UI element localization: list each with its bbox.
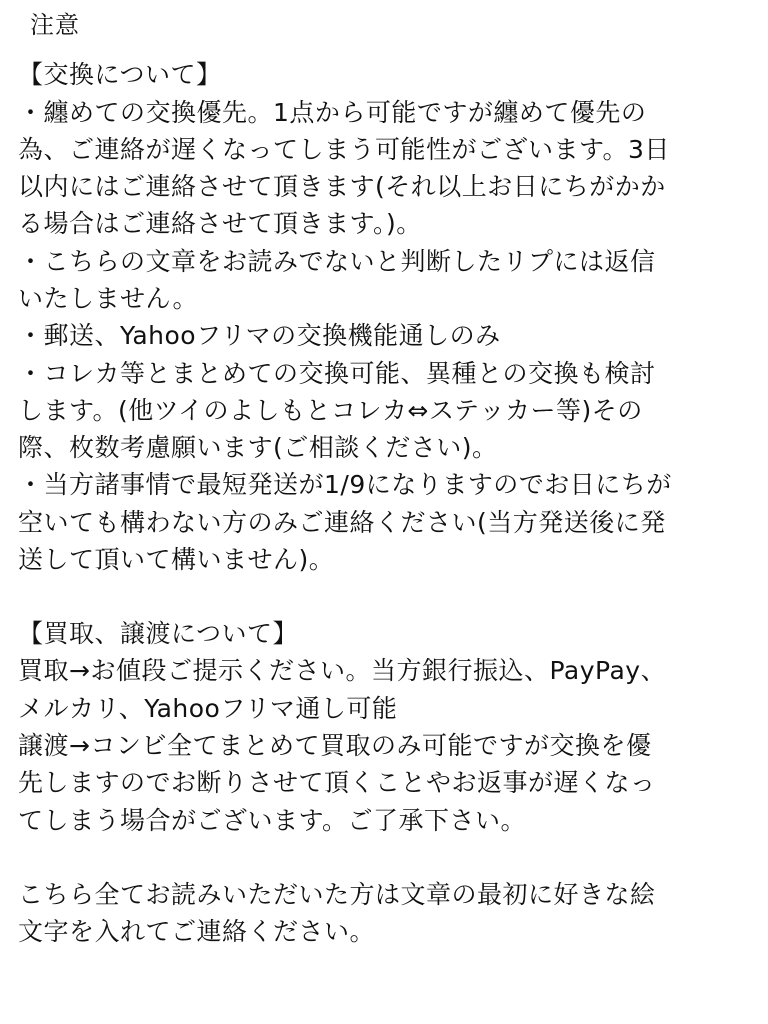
text-line: ・纏めての交換優先。1点から可能ですが纏めて優先の	[18, 98, 647, 127]
text-line: ・こちらの文章をお読みでないと判断したリプには返信	[18, 247, 656, 276]
text-line: 以内にはご連絡させて頂きます(それ以上お日にちがかか	[18, 172, 666, 201]
text-line: 送して頂いて構いません)。	[18, 545, 335, 574]
text-line: てしまう場合がございます。ご了承下さい。	[18, 806, 527, 835]
text-line: こちら全てお読みいただいた方は文章の最初に好きな絵	[18, 880, 656, 909]
notice-title: 注意	[30, 11, 80, 39]
text-line: します。(他ツイのよしもとコレカ⇔ステッカー等)その	[18, 396, 643, 425]
text-line: 際、枚数考慮願います(ご相談ください)。	[18, 433, 498, 462]
text-line: 文字を入れてご連絡ください。	[18, 917, 376, 946]
text-line: 先しますのでお断りさせて頂くことやお返事が遅くなっ	[18, 768, 656, 797]
section-heading-purchase: 【買取、譲渡について】	[18, 619, 299, 648]
text-line: 為、ご連絡が遅くなってしまう可能性がございます。3日	[18, 135, 670, 164]
text-line: メルカリ、Yahooフリマ通し可能	[18, 694, 398, 723]
section-heading-exchange: 【交換について】	[18, 60, 222, 89]
text-line: 空いても構わない方のみご連絡ください(当方発送後に発	[18, 508, 666, 537]
text-line: ・コレカ等とまとめての交換可能、異種との交換も検討	[18, 359, 656, 388]
text-line: いたしません。	[18, 284, 199, 313]
text-line: 買取→お値段ご提示ください。当方銀行振込、PayPay、	[18, 656, 667, 685]
text-line: ・郵送、Yahooフリマの交換機能通しのみ	[18, 321, 501, 350]
text-line: ・当方諸事情で最短発送が1/9になりますのでお日にちが	[18, 470, 672, 499]
text-line: る場合はご連絡させて頂きます。)。	[18, 209, 422, 238]
text-line: 譲渡→コンビ全てまとめて買取のみ可能ですが交換を優	[18, 731, 652, 760]
